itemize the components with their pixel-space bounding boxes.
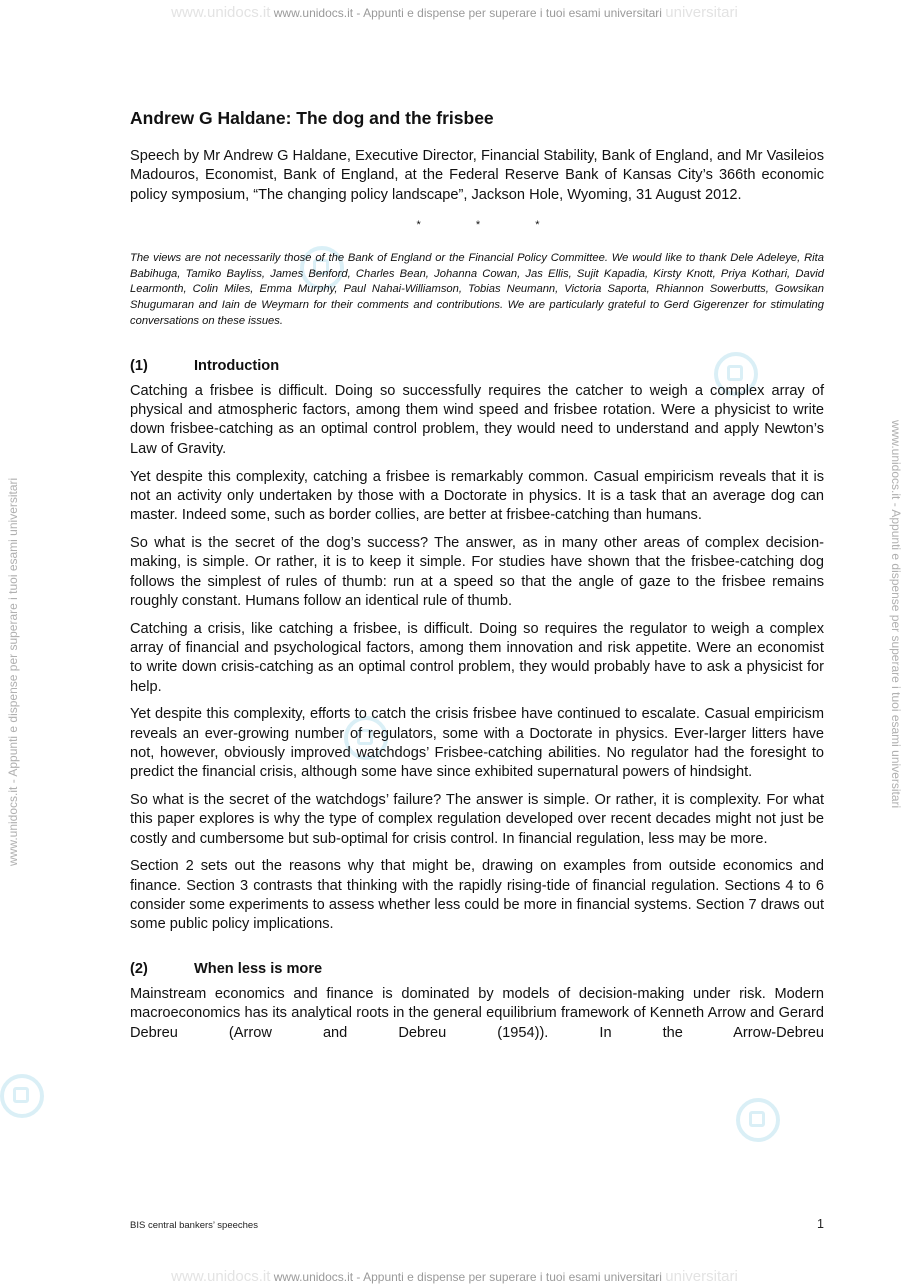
section-number: (1)	[130, 357, 148, 374]
watermark-left: www.unidocs.it - Appunti e dispense per superare i tuoi esami universitari	[6, 477, 20, 866]
watermark-right: www.unidocs.it - Appunti e dispense per superare i tuoi esami universitari	[889, 420, 903, 809]
watermark-ghost-left: www.unidocs.it	[171, 1268, 271, 1285]
section-number: (2)	[130, 961, 148, 978]
watermark-logo-icon	[0, 1074, 44, 1118]
watermark-top	[0, 4, 909, 21]
page-number: 1	[817, 1217, 824, 1231]
watermark-ghost-left: www.unidocs.it	[171, 4, 271, 21]
footer-source: BIS central bankers’ speeches	[130, 1220, 258, 1231]
paragraph: Yet despite this complexity, efforts to catch the crisis frisbee have continued to escalate. Casual empiricism reveals an ever-growing number of regulators, some with a Doctorate in physics. Ever-larger litters have not, however, obviously improved watchdogs’ Frisbee-catching abilities. No regulator had the foresight to predict the financial crisis, although some have since exhibited supernatural powers of hindsight.	[130, 706, 824, 781]
document-page	[130, 108, 824, 1051]
paragraph: Section 2 sets out the reasons why that might be, drawing on examples from outside economics and finance. Section 3 contrasts that thinking with the rapidly rising-tide of financial regulation. Sections 4 to 6 consider some experiments to assess whether less could be more in financial systems. Section 7 draws out some public policy implications.	[130, 858, 824, 933]
watermark-top-text: www.unidocs.it - Appunti e dispense per superare i tuoi esami universitari	[273, 6, 662, 20]
paragraph: So what is the secret of the watchdogs’ failure? The answer is simple. Or rather, it is complexity. For what this paper explores is why the type of complex regulation developed over recent decades might not just be costly and cumbersome but sub-optimal for crisis control. In financial regulation, less may be more.	[130, 792, 824, 847]
section-separator: * * *	[416, 218, 566, 231]
watermark-ghost-right: universitari	[665, 4, 738, 21]
section-title: Introduction	[194, 357, 280, 374]
watermark-ghost-right: universitari	[665, 1268, 738, 1285]
watermark-bottom	[0, 1268, 909, 1285]
watermark-logo-icon	[736, 1098, 780, 1142]
section-heading-when-less-is-more	[130, 961, 824, 977]
section-title: When less is more	[194, 961, 323, 978]
watermark-bottom-text: www.unidocs.it - Appunti e dispense per superare i tuoi esami universitari	[273, 1270, 662, 1284]
disclaimer-note: The views are not necessarily those of the Bank of England or the Financial Policy Committee. We would like to thank Dele Adeleye, Rita Babihuga, Tamiko Bayliss, James Benford, Charles Bean, Johanna Cowan, Jas Ellis, Sujit Kapadia, Kirsty Knott, Priya Kothari, David Learmonth, Colin Miles, Emma Murphy, Paul Nahai-Williamson, Tobias Neumann, Victoria Saporta, Rhiannon Sowerbutts, Gowsikan Shugumaran and Iain de Weymarn for their comments and contributions. We are particularly grateful to Gerd Gigerenzer for stimulating conversations on these issues.	[130, 251, 824, 328]
speech-intro: Speech by Mr Andrew G Haldane, Executive Director, Financial Stability, Bank of England, and Mr Vasileios Madouros, Economist, Bank of England, at the Federal Reserve Bank of Kansas City’s 366th economic policy symposium, “The changing policy landscape”, Jackson Hole, Wyoming, 31 August 2012.	[130, 148, 824, 203]
document-title: Andrew G Haldane: The dog and the frisbee	[130, 108, 494, 128]
paragraph: So what is the secret of the dog’s success? The answer, as in many other areas of complex decision-making, is simple. Or rather, it is to keep it simple. For studies have shown that the frisbee-catching dog follows the simplest of rules of thumb: run at a speed so that the angle of gaze to the frisbee remains roughly constant. Humans follow an identical rule of thumb.	[130, 534, 824, 609]
section-heading-introduction	[130, 358, 824, 374]
paragraph: Catching a crisis, like catching a frisbee, is difficult. Doing so requires the regulator to weigh a complex array of financial and psychological factors, among them innovation and risk appetite. Were an economist to write down crisis-catching as an optimal control problem, they would probably have to ask a physicist for help.	[130, 620, 824, 695]
paragraph: Mainstream economics and finance is dominated by models of decision-making under risk. Modern macroeconomics has its analytical roots in the general equilibrium framework of Kenneth Arrow and Gerard Debreu (Arrow and Debreu (1954)). In the Arrow-Debreu	[130, 986, 824, 1041]
paragraph: Yet despite this complexity, catching a frisbee is remarkably common. Casual empiricism reveals that it is not an activity only undertaken by those with a Doctorate in physics. It is a task that an average dog can master. Indeed some, such as border collies, are better at frisbee-catching than humans.	[130, 468, 824, 524]
paragraph: Catching a frisbee is difficult. Doing so successfully requires the catcher to weigh a complex array of physical and atmospheric factors, among them wind speed and frisbee rotation. Were a physicist to write down frisbee-catching as an optimal control problem, they would need to understand and apply Newton’s Law of Gravity.	[130, 382, 824, 457]
